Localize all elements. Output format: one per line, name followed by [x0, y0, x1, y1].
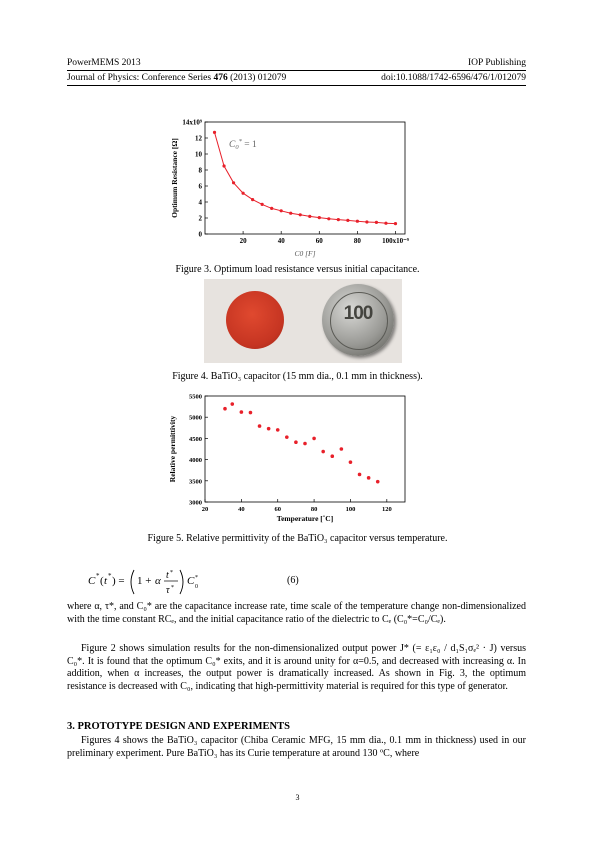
data-point [308, 215, 311, 218]
journal-name: Journal of Physics: Conference Series [67, 73, 214, 83]
figure-5-chart [163, 388, 428, 530]
page-number: 3 [295, 793, 300, 802]
equation-number: (6) [287, 575, 299, 586]
data-point [232, 181, 235, 184]
figure-4-caption: Figure 4. BaTiO₃ capacitor (15 mm dia., 0.1 mm in thickness). [172, 371, 423, 382]
data-point [222, 164, 225, 167]
y-tick-label: 14x10⁹ [182, 118, 202, 127]
data-point [270, 207, 273, 210]
data-point [285, 435, 289, 439]
journal-article: (2013) 012079 [227, 73, 287, 83]
svg-text:*: * [108, 572, 112, 580]
figure-5-marks [223, 402, 379, 483]
section-heading: 3. PROTOTYPE DESIGN AND EXPERIMENTS [67, 721, 290, 732]
y-tick-label: 8 [198, 166, 202, 175]
data-point [294, 440, 298, 444]
data-point [358, 473, 362, 477]
y-tick-label: 5500 [189, 393, 202, 401]
x-tick-label: 40 [238, 506, 245, 513]
x-tick-label: 80 [310, 506, 318, 513]
doi-text: doi:10.1088/1742-6596/476/1/012079 [381, 73, 526, 83]
coin-image [322, 284, 394, 356]
figure-3-annotation: $C_0^* = 1$ [229, 138, 257, 151]
data-point [376, 480, 380, 484]
x-tick-label: 100 [345, 506, 356, 513]
x-axis-label: C0 [F] [294, 249, 316, 258]
paragraph-simulation: Figure 2 shows simulation results for the non-dimensionalized output power J* (= ε₁ε₀ / d₁S₁σₑ² · J) versus C₀*. It is found that the optimum C₀* exits, and it is around unity for α=0.5, and decreased with increasing α. In addition, when α increases, the output power is dramatically increased. As shown in Fig. 3, the optimum resistance is decreased with C₀, indicating that high-permittivity material is required for this type of generator. [67, 643, 526, 692]
x-tick-label: 100x10⁻⁹ [382, 237, 409, 245]
data-point [349, 460, 353, 464]
svg-text:0: 0 [195, 584, 198, 590]
publisher-name: IOP Publishing [468, 58, 526, 68]
coin-denomination: 100 [343, 303, 373, 324]
plot-frame [205, 396, 405, 502]
data-point [384, 222, 387, 225]
data-point [267, 427, 271, 431]
data-point [276, 428, 280, 432]
conference-name: PowerMEMS 2013 [67, 58, 141, 68]
x-tick-label: 80 [353, 237, 361, 245]
batio3-capacitor-disc [226, 291, 284, 349]
journal-citation [67, 73, 286, 83]
figure-4-photo [204, 279, 402, 363]
y-tick-label: 6 [198, 182, 202, 191]
data-point [367, 476, 371, 480]
data-point [337, 218, 340, 221]
y-tick-label: 4 [198, 198, 202, 207]
svg-text:*: * [195, 575, 198, 581]
figure-5-axes [168, 394, 405, 524]
data-point [249, 411, 253, 415]
data-point [356, 220, 359, 223]
y-tick-label: 0 [198, 230, 202, 239]
y-tick-label: 4000 [189, 457, 202, 465]
equation-6 [88, 566, 268, 598]
data-point [240, 410, 244, 414]
svg-text:*: * [171, 585, 174, 591]
svg-text:*: * [96, 572, 100, 580]
x-tick-label: 40 [277, 237, 285, 245]
y-tick-label: 3000 [189, 499, 202, 507]
y-tick-label: 2 [198, 214, 202, 223]
svg-text:*: * [170, 570, 173, 576]
figure-3-caption: Figure 3. Optimum load resistance versus initial capacitance. [175, 264, 420, 275]
svg-text:C: C [187, 575, 195, 587]
data-point [251, 198, 254, 201]
y-tick-label: 5000 [189, 414, 202, 422]
data-point [394, 222, 397, 225]
data-point [258, 424, 262, 428]
x-axis-label: Temperature [˚C] [276, 514, 334, 523]
data-point [321, 450, 325, 454]
x-tick-label: 120 [381, 506, 392, 513]
data-point [330, 454, 334, 458]
plot-frame [205, 122, 405, 234]
svg-text:α: α [155, 575, 161, 587]
paragraph-definitions: where α, τ*, and C₀* are the capacitance increase rate, time scale of the temperature change non-dimensionalized with the time constant RCₑ, and the initial capacitance ratio of the dielectric to Cₑ (C₀*=C₀/Cₑ). [67, 601, 526, 625]
svg-text:(: ( [100, 575, 104, 587]
y-axis-label: Relative permittivity [168, 415, 177, 483]
header-rule-top [67, 70, 526, 71]
data-point [312, 437, 316, 441]
data-point [375, 221, 378, 224]
figure-3-axes [170, 119, 409, 259]
paragraph-prototype: Figures 4 shows the BaTiO₃ capacitor (Chiba Ceramic MFG, 15 mm dia., 0.1 mm in thickness) used in our preliminary experiment. Pure BaTiO₃ has its Curie temperature at around 130 ºC, where [67, 735, 526, 759]
data-point [223, 407, 227, 411]
x-tick-label: 60 [315, 237, 323, 245]
figure-3-chart [165, 110, 435, 262]
svg-text:) =: ) = [112, 575, 125, 587]
data-point [241, 192, 244, 195]
journal-volume: 476 [213, 73, 228, 83]
data-point [261, 203, 264, 206]
data-point [299, 213, 302, 216]
data-point [340, 447, 344, 451]
data-point [303, 442, 307, 446]
figure-5-caption: Figure 5. Relative permittivity of the BaTiO₃ capacitor versus temperature. [147, 533, 448, 544]
data-point [346, 219, 349, 222]
svg-text:t: t [104, 575, 108, 587]
data-point [365, 220, 368, 223]
y-tick-label: 4500 [189, 435, 202, 443]
y-axis-label: Optimum Resistance [Ω] [170, 138, 179, 218]
data-point [280, 209, 283, 212]
y-tick-label: 3500 [189, 478, 202, 486]
x-tick-label: 60 [274, 506, 281, 513]
data-point [213, 131, 216, 134]
svg-text:τ: τ [166, 585, 170, 596]
data-point [318, 216, 321, 219]
y-tick-label: 10 [195, 150, 202, 159]
svg-text:C: C [88, 575, 96, 587]
svg-text:t: t [166, 570, 169, 581]
x-tick-label: 20 [239, 237, 247, 245]
data-point [289, 212, 292, 215]
y-tick-label: 12 [195, 134, 202, 143]
header-rule-bottom [67, 85, 526, 86]
x-tick-label: 20 [201, 506, 209, 513]
data-point [327, 217, 330, 220]
svg-text:1 +: 1 + [137, 575, 152, 587]
data-point [230, 402, 234, 406]
